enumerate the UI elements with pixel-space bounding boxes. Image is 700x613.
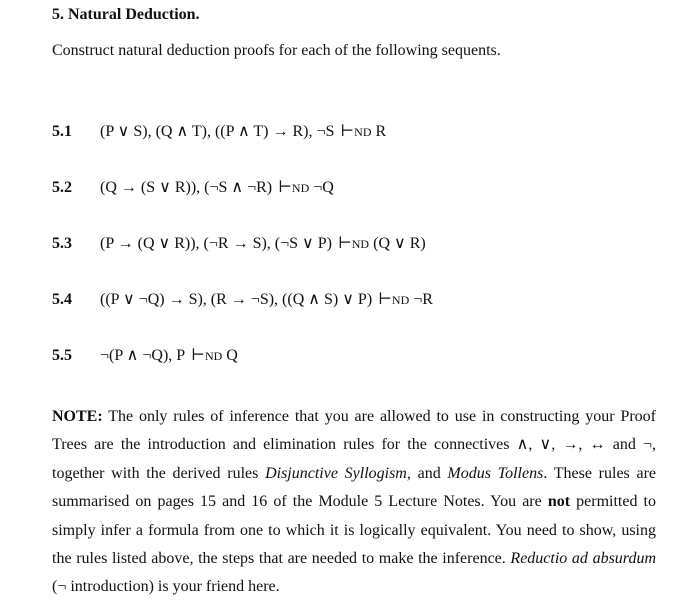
- problem-conclusion: (Q ∨ R): [373, 235, 426, 252]
- problem-conclusion: Q: [226, 347, 238, 364]
- turnstile-symbol: ⊢ND: [338, 235, 370, 252]
- section-heading: 5. Natural Deduction.: [52, 6, 200, 23]
- turnstile-symbol: ⊢ND: [278, 179, 310, 196]
- problem-premises: ((P ∨ ¬Q) → S), (R → ¬S), ((Q ∧ S) ∨ P): [100, 291, 373, 308]
- rule-reductio-ad-absurdum: Reductio ad absurdum: [510, 550, 656, 568]
- problem-premises: ¬(P ∧ ¬Q), P: [100, 347, 186, 364]
- nd-subscript: ND: [351, 237, 370, 251]
- problem-number: 5.4: [52, 291, 72, 308]
- turnstile-symbol: ⊢ND: [191, 347, 223, 364]
- problem-premises: (P → (Q ∨ R)), (¬R → S), (¬S ∨ P): [100, 235, 332, 252]
- problem-premises: (P ∨ S), (Q ∧ T), ((P ∧ T) → R), ¬S: [100, 123, 335, 140]
- note-text: , and: [406, 464, 448, 482]
- instructions-text: Construct natural deduction proofs for each of the following sequents.: [52, 42, 501, 59]
- note-text: permitted to simply infer a formula from one to which it is logically equivalent. You need to show, using the rules listed above, the steps that are needed to make the inference.: [52, 493, 656, 568]
- problem-conclusion: ¬R: [413, 291, 433, 308]
- problem-conclusion: ¬Q: [313, 179, 334, 196]
- problem-5-5: [52, 345, 238, 365]
- nd-subscript: ND: [204, 349, 223, 363]
- note-text: (¬ introduction) is your friend here.: [52, 578, 280, 596]
- problem-premises: (Q → (S ∨ R)), (¬S ∧ ¬R): [100, 179, 273, 196]
- note-label: NOTE:: [52, 408, 103, 425]
- note-emphasis: not: [547, 493, 571, 511]
- note-text: . These rules are summarised on pages 15 and 16 of the Module 5 Lecture Notes. You are: [52, 464, 657, 511]
- problem-number: 5.3: [52, 235, 72, 252]
- problem-number: 5.2: [52, 179, 72, 196]
- rule-disjunctive-syllogism: Disjunctive Syllogism: [265, 464, 407, 482]
- rule-modus-tollens: Modus Tollens: [447, 464, 544, 482]
- problem-5-1: [52, 121, 386, 141]
- turnstile-symbol: ⊢ND: [378, 291, 410, 308]
- nd-subscript: ND: [391, 293, 410, 307]
- turnstile-symbol: ⊢ND: [340, 123, 372, 140]
- nd-subscript: ND: [291, 181, 310, 195]
- problem-5-4: [52, 289, 433, 309]
- problem-number: 5.5: [52, 347, 72, 364]
- problem-number: 5.1: [52, 123, 72, 140]
- problem-5-3: [52, 233, 426, 253]
- problem-conclusion: R: [375, 123, 387, 140]
- note-text: The only rules of inference that you are allowed to use in constructing your Proof Trees are the introduction and elimination rules for the connectives ∧, ∨, →, ↔ and ¬, together with the derived rules: [52, 408, 656, 482]
- nd-subscript: ND: [354, 125, 372, 139]
- note-paragraph: [52, 403, 656, 602]
- problem-5-2: [52, 177, 334, 197]
